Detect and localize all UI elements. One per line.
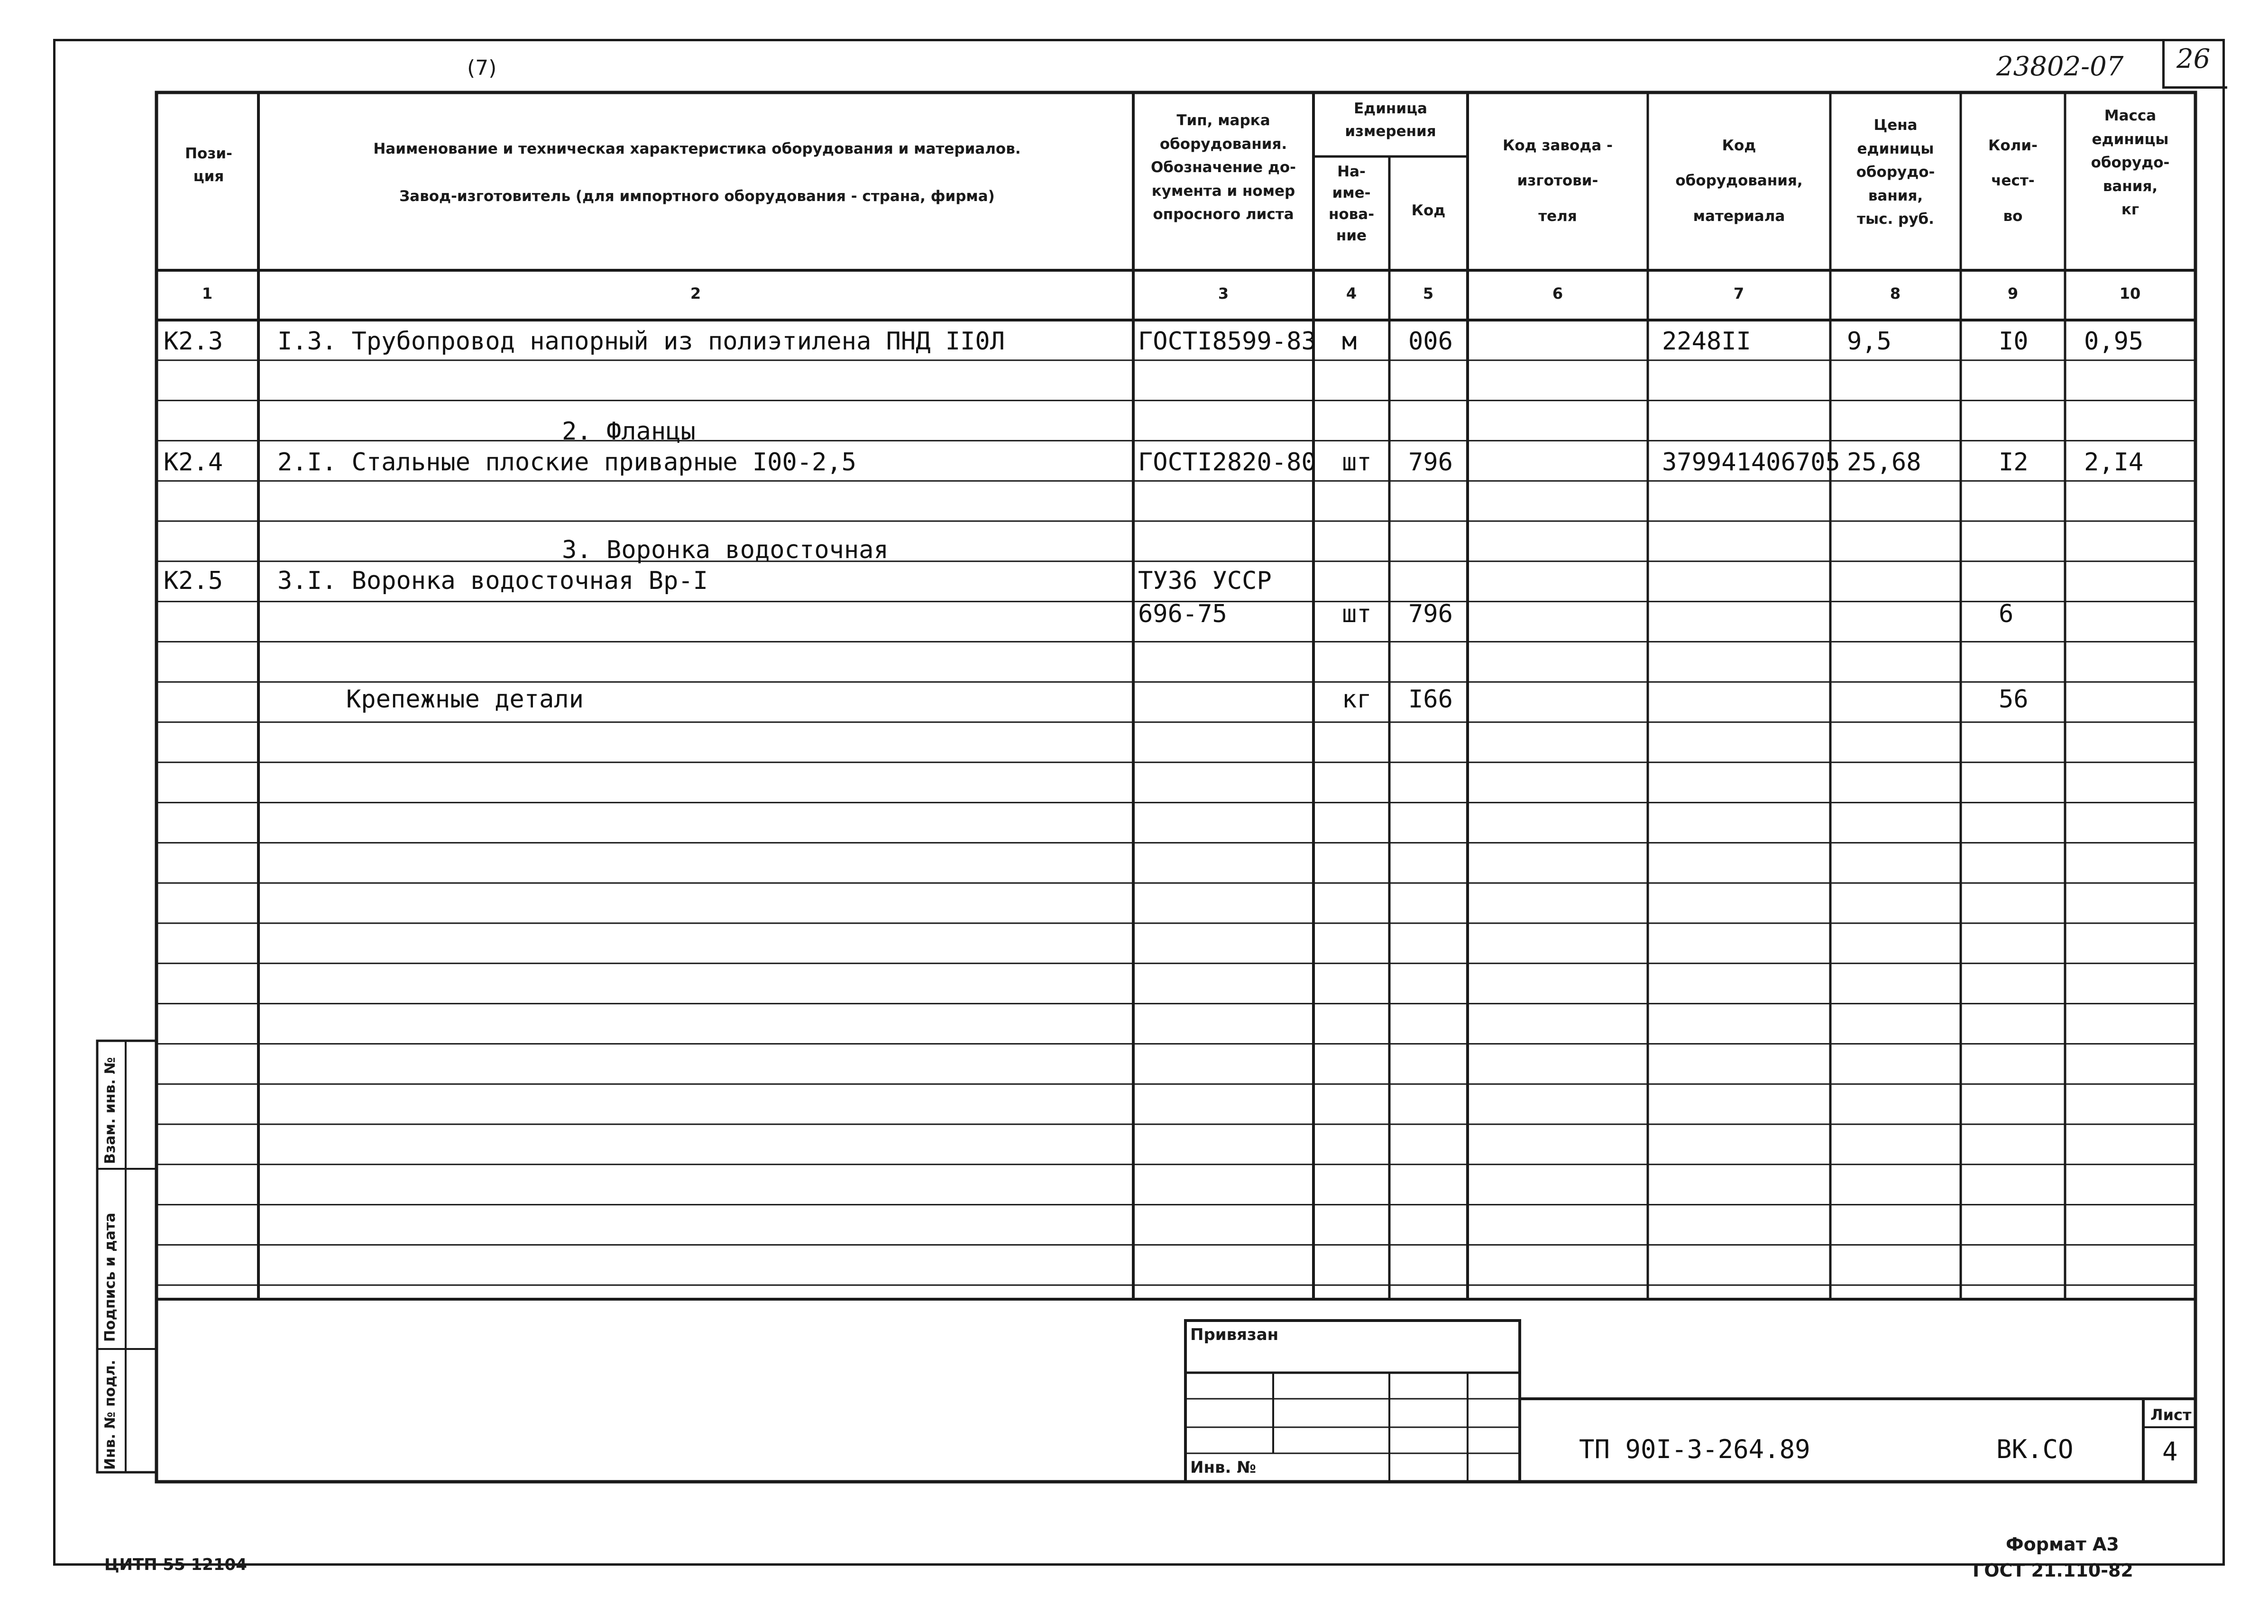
doc-number: (7) bbox=[467, 56, 497, 80]
row-unit-name: шт bbox=[1342, 600, 1372, 628]
side-label-vzam: Взам. инв. № bbox=[102, 1057, 119, 1164]
header-position: Пози- ция bbox=[185, 145, 232, 185]
row-document: ГОСТI8599-83 bbox=[1138, 327, 1316, 356]
header-name-line2: Завод-изготовитель (для импортного оборудования - страна, фирма) bbox=[399, 188, 995, 205]
archive-number: 23802-07 bbox=[1996, 51, 2124, 82]
side-label-inv-podl: Инв. № подл. bbox=[102, 1359, 119, 1470]
row-price: 9,5 bbox=[1847, 327, 1892, 356]
row-quantity: I0 bbox=[1999, 327, 2029, 356]
footer-left-code: ЦИТП 55 12104 bbox=[104, 1555, 247, 1574]
row-unit-code: 006 bbox=[1408, 327, 1453, 356]
column-number: 7 bbox=[1733, 284, 1745, 303]
column-number: 6 bbox=[1552, 284, 1563, 303]
header-quantity: Коли- чест- во bbox=[1988, 137, 2038, 225]
column-number: 8 bbox=[1890, 284, 1901, 303]
stamp-inv-no: Инв. № bbox=[1190, 1458, 1257, 1477]
stamp-privyazan: Привязан bbox=[1190, 1325, 1279, 1344]
column-number: 9 bbox=[2007, 284, 2019, 303]
sheet-top-number: 26 bbox=[2176, 44, 2211, 74]
header-unit-code: Код bbox=[1411, 202, 1446, 219]
footer-format: Формат А3 bbox=[2006, 1534, 2119, 1555]
row-unit-code: 796 bbox=[1408, 600, 1453, 628]
section-heading: 2. Фланцы bbox=[562, 417, 696, 446]
row-quantity: I2 bbox=[1999, 448, 2029, 477]
stamp-sheet-number: 4 bbox=[2162, 1437, 2178, 1467]
section-heading: 3. Воронка водосточная bbox=[562, 536, 889, 564]
row-document: ТУ36 УССР bbox=[1138, 567, 1272, 595]
row-name: 3.I. Воронка водосточная Вр-I bbox=[277, 567, 708, 595]
stamp-mark: ВК.СО bbox=[1996, 1434, 2074, 1464]
row-name: 2.I. Стальные плоские приварные I00-2,5 bbox=[277, 448, 856, 477]
row-name: Крепежные детали bbox=[346, 685, 584, 714]
row-quantity: 6 bbox=[1999, 600, 2014, 628]
row-document: 696-75 bbox=[1138, 600, 1227, 628]
column-number: 1 bbox=[202, 284, 213, 303]
row-name: I.3. Трубопровод напорный из полиэтилена ПНД II0Л bbox=[277, 327, 1005, 356]
row-price: 25,68 bbox=[1847, 448, 1921, 477]
header-factory-code: Код завода - изготови- теля bbox=[1503, 137, 1613, 225]
row-mass: 2,I4 bbox=[2084, 448, 2144, 477]
header-price: Цена единицы оборудо- вания, тыс. руб. bbox=[1856, 117, 1935, 228]
row-unit-code: I66 bbox=[1408, 685, 1453, 714]
row-unit-name: шт bbox=[1342, 448, 1372, 477]
row-material-code: 379941406705 bbox=[1662, 448, 1840, 477]
column-number: 10 bbox=[2119, 284, 2141, 303]
footer-gost: ГОСТ 21.110-82 bbox=[1973, 1560, 2133, 1581]
row-material-code: 2248II bbox=[1662, 327, 1751, 356]
header-name-line1: Наименование и техническая характеристика оборудования и материалов. bbox=[373, 140, 1021, 157]
column-number: 5 bbox=[1423, 284, 1434, 303]
header-material-code: Код оборудования, материала bbox=[1675, 137, 1803, 225]
side-label-podpis: Подпись и дата bbox=[102, 1212, 119, 1342]
column-number: 4 bbox=[1346, 284, 1357, 303]
column-number: 3 bbox=[1218, 284, 1229, 303]
row-document: ГОСТI2820-80 bbox=[1138, 448, 1316, 477]
column-number: 2 bbox=[690, 284, 701, 303]
stamp-project-number: ТП 90I-3-264.89 bbox=[1579, 1434, 1810, 1464]
row-mass: 0,95 bbox=[2084, 327, 2144, 356]
row-position: К2.4 bbox=[164, 448, 223, 477]
header-unit-group: Единица измерения bbox=[1345, 100, 1436, 140]
header-mass: Масса единицы оборудо- вания, кг bbox=[2091, 107, 2170, 219]
row-unit-name: кг bbox=[1342, 685, 1372, 714]
header-type-mark: Тип, марка оборудования. Обозначение до- кумента и номер опросного листа bbox=[1150, 112, 1296, 223]
header-unit-name: На- име- нова- ние bbox=[1328, 163, 1375, 244]
row-position: К2.3 bbox=[164, 327, 223, 356]
row-unit-name: м bbox=[1342, 327, 1357, 356]
row-quantity: 56 bbox=[1999, 685, 2029, 714]
row-unit-code: 796 bbox=[1408, 448, 1453, 477]
row-position: К2.5 bbox=[164, 567, 223, 595]
stamp-sheet-label: Лист bbox=[2150, 1406, 2192, 1424]
